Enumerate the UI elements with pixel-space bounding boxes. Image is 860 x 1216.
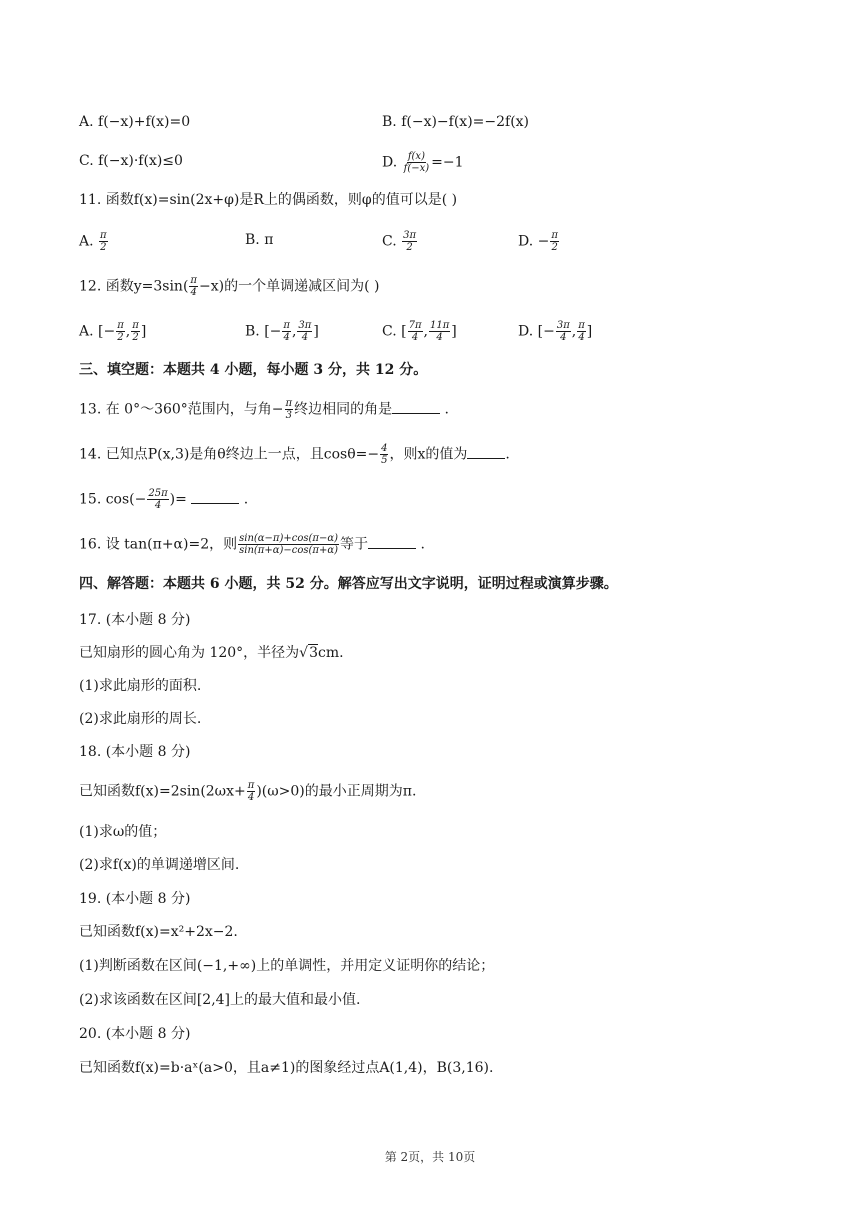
q11-stem: 11. 函数f(x)=sin(2x+φ)是R上的偶函数，则φ的值可以是( ) [79, 192, 458, 208]
q17-part-2: (2)求此扇形的周长. [79, 711, 202, 727]
fraction: $\frac{4}{5}$ [381, 443, 388, 466]
answer-blank [467, 444, 505, 459]
q11-option-d: D. − $\frac{\pi}{2}$ [518, 230, 558, 253]
q20-title: 20. (本小题 8 分) [79, 1026, 191, 1042]
q18-title: 18. (本小题 8 分) [79, 744, 191, 760]
fraction: $\frac{f(x)}{f(-x)}$ [403, 151, 430, 174]
fraction: $\frac{\pi}{4}$ [578, 320, 585, 343]
q18-stem: 已知函数f(x)=2sin(2ωx+ $\frac{\pi}{4}$ )(ω>0)的最小正周期为π. [79, 780, 417, 803]
section-heading-fill-in: 三、填空题：本题共 4 小题，每小题 3 分，共 12 分。 [79, 362, 428, 378]
q11-option-a: A. $\frac{\pi}{2}$ [79, 230, 107, 253]
fraction: $\frac{\pi}{3}$ [285, 398, 293, 421]
fraction: $\frac{7\pi}{4}$ [408, 320, 422, 343]
answer-blank [191, 489, 239, 504]
q17-stem: 已知扇形的圆心角为 120°，半径为√3cm. [79, 645, 344, 661]
q17-part-1: (1)求此扇形的面积. [79, 678, 202, 694]
q19-part-1: (1)判断函数在区间(−1,+∞)上的单调性，并用定义证明你的结论； [79, 958, 495, 974]
q18-part-2: (2)求f(x)的单调递增区间. [79, 857, 240, 873]
q10-option-c: C. f(−x)·f(x)≤0 [79, 153, 183, 169]
q10-option-b: B. f(−x)−f(x)=−2f(x) [382, 114, 530, 130]
fraction: $\frac{\pi}{4}$ [283, 320, 290, 343]
q11-option-b: B. π [245, 232, 274, 248]
fraction: $\frac{\pi}{2}$ [117, 320, 124, 343]
q12-option-b: B. [− $\frac{\pi}{4}$ , $\frac{3\pi}{4}$ ] [245, 320, 319, 343]
q11-option-c: C. $\frac{3\pi}{2}$ [382, 230, 417, 253]
fraction: $\frac{\pi}{2}$ [551, 230, 558, 253]
q18-part-1: (1)求ω的值； [79, 824, 167, 840]
page-footer: 第 2页，共 10页 [384, 1150, 476, 1164]
q10-option-d: D. $\frac{f(x)}{f(-x)}$ =−1 [382, 151, 464, 174]
fraction: $\frac{\pi}{4}$ [247, 780, 255, 803]
fraction: $\frac{\pi}{2}$ [132, 320, 139, 343]
fraction: $\frac{25\pi}{4}$ [148, 488, 168, 511]
q12-option-c: C. [ $\frac{7\pi}{4}$ , $\frac{11\pi}{4}$ ] [382, 320, 457, 343]
fraction: $\frac{\sin(\alpha-\pi)+\cos(\pi-\alpha)}{\sin(\pi+\alpha)-\cos(\pi+\alpha)}$ [239, 533, 339, 556]
answer-blank [368, 534, 416, 549]
fraction: $\frac{\pi}{4}$ [190, 275, 197, 298]
q12-option-a: A. [− $\frac{\pi}{2}$ , $\frac{\pi}{2}$ ] [79, 320, 147, 343]
q12-stem: 12. 函数y=3sin( $\frac{\pi}{4}$ −x)的一个单调递减区间为( ) [79, 275, 380, 298]
fraction: $\frac{\pi}{2}$ [100, 230, 107, 253]
q19-title: 19. (本小题 8 分) [79, 891, 191, 907]
q16-stem: 16. 设 tan(π+α)=2，则 $\frac{\sin(\alpha-\pi)+\cos(\pi-\alpha)}{\sin(\pi+\alpha)-\cos(\pi+\alpha)}$ 等于 . [79, 533, 425, 556]
fraction: $\frac{3\pi}{2}$ [403, 230, 417, 253]
q12-option-d: D. [− $\frac{3\pi}{4}$ , $\frac{\pi}{4}$ ] [518, 320, 593, 343]
section-heading-solutions: 四、解答题：本题共 6 小题，共 52 分。解答应写出文字说明，证明过程或演算步骤。 [79, 576, 618, 592]
q10-option-a: A. f(−x)+f(x)=0 [79, 114, 191, 130]
q19-part-2: (2)求该函数在区间[2,4]上的最大值和最小值. [79, 992, 361, 1008]
q20-stem: 已知函数f(x)=b·aˣ(a>0，且a≠1)的图象经过点A(1,4)，B(3,16). [79, 1060, 494, 1076]
q15-stem: 15. cos(− $\frac{25\pi}{4}$ )= . [79, 488, 249, 511]
fraction: $\frac{3\pi}{4}$ [556, 320, 570, 343]
q17-title: 17. (本小题 8 分) [79, 612, 191, 628]
answer-blank [392, 399, 440, 414]
q19-stem: 已知函数f(x)=x²+2x−2. [79, 924, 238, 940]
fraction: $\frac{11\pi}{4}$ [429, 320, 450, 343]
fraction: $\frac{3\pi}{4}$ [298, 320, 312, 343]
q13-stem: 13. 在 0°～360°范围内，与角− $\frac{\pi}{3}$ 终边相同的角是 . [79, 398, 450, 421]
q14-stem: 14. 已知点P(x,3)是角θ终边上一点，且cosθ=− $\frac{4}{5}$ ，则x的值为 . [79, 443, 510, 466]
